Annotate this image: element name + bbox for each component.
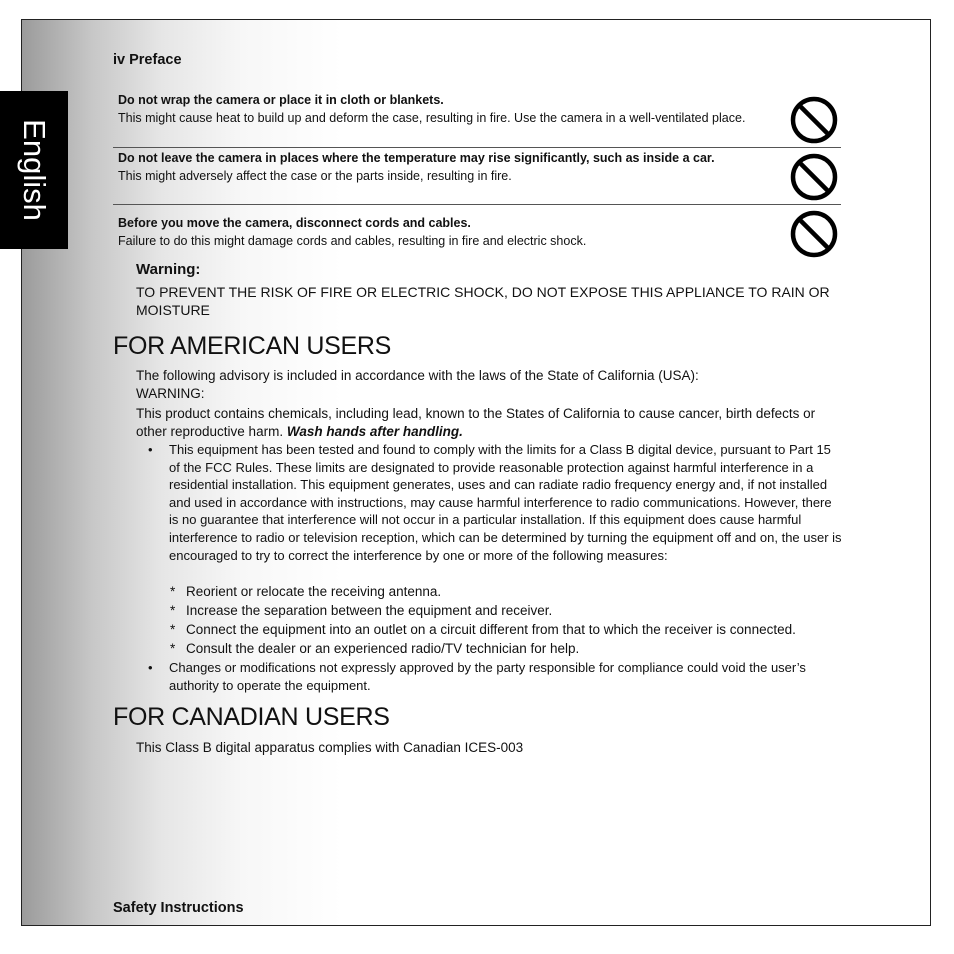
caution-body: Failure to do this might damage cords and cables, resulting in fire and electric shock. xyxy=(118,234,587,248)
measure-text: Connect the equipment into an outlet on a circuit different from that to which the receiver is connected. xyxy=(186,622,796,637)
measure-text: Reorient or relocate the receiving antenna. xyxy=(186,584,442,599)
california-advisory: The following advisory is included in accordance with the laws of the State of California (USA): xyxy=(136,368,699,383)
fcc-bullet xyxy=(148,441,842,564)
chemicals-notice xyxy=(136,405,841,440)
bullet-dot: • xyxy=(148,442,153,457)
wash-hands-text: Wash hands after handling. xyxy=(286,423,463,439)
prohibited-icon xyxy=(789,152,839,202)
fcc-text: This equipment has been tested and found to comply with the limits for a Class B digital device, pursuant to Part 15 of the FCC Rules. These limits are designated to provide reasonable protection against harmful interference in a residential installation. This equipment generates, uses and can radiate radio frequency energy and, if not installed and used in accordance with instructions, may cause harmful interference to radio communications. However, there is no guarantee that interference will not occur in a particular installation. If this equipment does cause harmful interference to radio or television reception, which can be determined by turning the equipment off and on, the user is encouraged to try to correct the interference by one or more of the following measures: xyxy=(169,442,842,563)
page-footer: Safety Instructions xyxy=(113,900,244,916)
measure-text: Consult the dealer or an experienced radio/TV technician for help. xyxy=(186,641,580,656)
warning-block xyxy=(136,261,841,319)
caution-body: This might adversely affect the case or the parts inside, resulting in fire. xyxy=(118,169,512,183)
warning-title: Warning: xyxy=(136,261,201,278)
caution-title: Do not wrap the camera or place it in cloth or blankets. xyxy=(118,93,444,107)
language-tab-label: English xyxy=(17,119,52,221)
caution-title: Before you move the camera, disconnect cords and cables. xyxy=(118,216,471,230)
modifications-text: Changes or modifications not expressly approved by the party responsible for compliance could void the user’s authority to operate the equipment. xyxy=(169,660,806,693)
chemicals-text: This product contains chemicals, including lead, known to the States of California to cause cancer, birth defects or other reproductive harm. xyxy=(136,406,816,439)
measure-text: Increase the separation between the equipment and receiver. xyxy=(186,603,553,618)
measure-item: * Consult the dealer or an experienced radio/TV technician for help. xyxy=(170,641,580,656)
american-users-heading: FOR AMERICAN USERS xyxy=(113,332,391,360)
warning-label: WARNING: xyxy=(136,386,205,401)
measure-item: * Connect the equipment into an outlet on a circuit different from that to which the receiver is connected. xyxy=(170,622,796,637)
canadian-text: This Class B digital apparatus complies with Canadian ICES-003 xyxy=(136,740,524,755)
caution-body: This might cause heat to build up and deform the case, resulting in fire. Use the camera in a well-ventilated place. xyxy=(118,111,746,125)
bullet-dot: • xyxy=(148,660,153,675)
prohibited-icon xyxy=(789,209,839,259)
canadian-users-heading: FOR CANADIAN USERS xyxy=(113,703,390,731)
modifications-bullet xyxy=(148,659,842,694)
measure-item: * Reorient or relocate the receiving antenna. xyxy=(170,584,442,599)
caution-list xyxy=(113,90,841,257)
warning-text: TO PREVENT THE RISK OF FIRE OR ELECTRIC SHOCK, DO NOT EXPOSE THIS APPLIANCE TO RAIN OR MOISTURE xyxy=(136,284,830,318)
caution-item xyxy=(113,148,841,205)
measure-item: * Increase the separation between the equipment and receiver. xyxy=(170,603,553,618)
language-tab xyxy=(0,91,68,249)
caution-item xyxy=(113,90,841,148)
prohibited-icon xyxy=(789,95,839,145)
caution-item xyxy=(113,205,841,257)
caution-title: Do not leave the camera in places where the temperature may rise significantly, such as inside a car. xyxy=(118,151,715,165)
page-header: iv Preface xyxy=(113,52,182,68)
